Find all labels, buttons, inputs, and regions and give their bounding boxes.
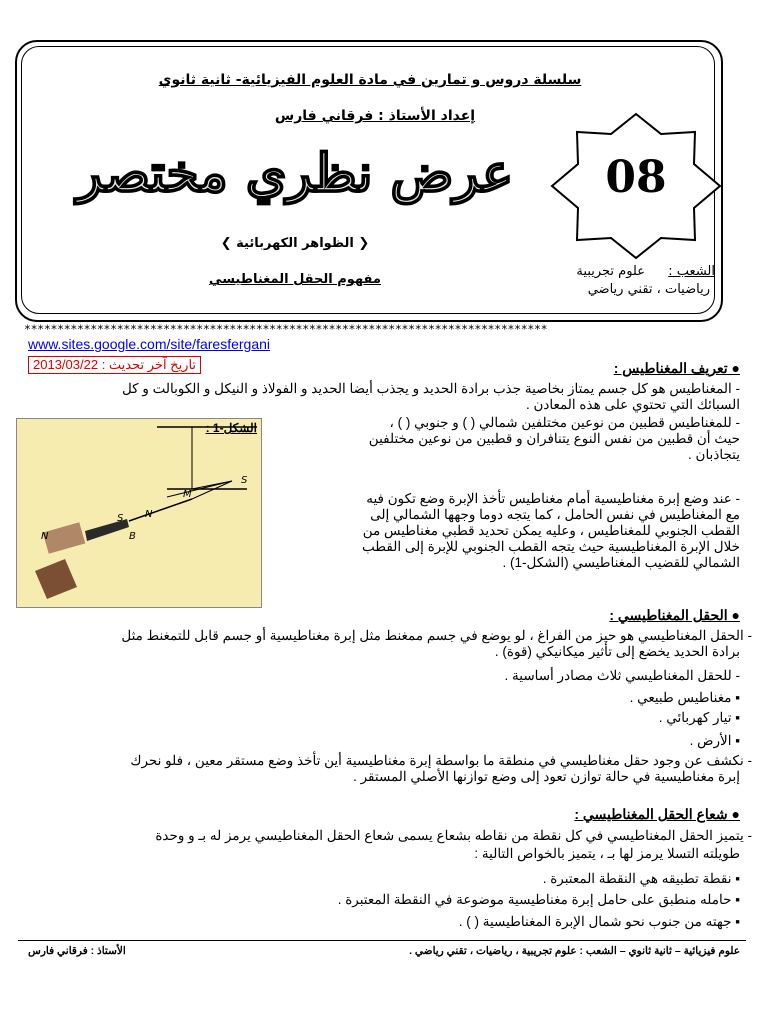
field-line-3: - للحقل المغناطيسي ثلاث مصادر أساسية . xyxy=(504,668,740,683)
stars-separator: ******************************************************************************* xyxy=(24,322,548,336)
magnet-line-1: - المغناطيس هو كل جسم يمتاز بخاصية جذب برادة الحديد و يجذب أيضا الحديد و الفولاذ و النيكل و الكوبالت و كل xyxy=(121,381,740,396)
calligraphy-title: عرض نظري مختصر xyxy=(76,143,514,204)
field-line-2: برادة الحديد يخضع إلى تأثير ميكانيكي (قوة) . xyxy=(494,644,740,659)
magnet-side-7: خلال الإبرة المغناطيسية حيث يتجه القطب الجنوبي للإبرة إلى القطب xyxy=(362,539,740,554)
last-update: تاريخ آخر تحديث : 2013/03/22 xyxy=(28,356,201,374)
stream-label: الشعب : xyxy=(668,264,715,279)
unit-ornament-left: ❯ xyxy=(220,236,237,251)
magnet-side-8: الشمالي للقضيب المغناطيسي (الشكل-1) . xyxy=(502,555,740,570)
magnet-side-2: حيث أن قطبين من نفس النوع يتنافران و قطبين من نوعين مختلفين xyxy=(368,431,740,446)
stream-1: علوم تجريبية xyxy=(576,264,645,279)
footer-right: علوم فيزيائية – ثانية ثانوي – الشعب : علوم تجريبية ، رياضيات ، تقني رياضي . xyxy=(409,945,740,957)
figure-letter-s-top: S xyxy=(241,475,248,486)
magnet-line-2: السبائك التي تحتوي على هذه المعادن . xyxy=(525,397,740,412)
unit-label: الظواهر الكهربائية xyxy=(236,236,354,251)
figure-label: الشكل-1 : xyxy=(205,421,257,435)
figure-drawing xyxy=(17,419,261,607)
site-link[interactable]: www.sites.google.com/site/faresfergani xyxy=(28,336,270,352)
field-line-5: ▪ تيار كهربائي . xyxy=(658,710,740,725)
magnet-side-6: القطب الجنوبي للمغناطيس ، وعليه يمكن تحديد قطبي مغناطيس من xyxy=(362,523,740,538)
section-field-title: ● الحقل المغناطيسي : xyxy=(609,607,740,623)
series-title: سلسلة دروس و تمارين في مادة العلوم الفيزيائية- ثانية ثانوي xyxy=(158,72,582,88)
section-vector-title: ● شعاع الحقل المغناطيسي : xyxy=(574,806,740,822)
field-line-6: ▪ الأرض . xyxy=(689,733,740,748)
figure-1 xyxy=(16,418,262,608)
vector-line-1: - يتميز الحقل المغناطيسي في كل نقطة من نقاطه بشعاع يسمى شعاع الحقل المغناطيسي يرمز له بـ و وحدة xyxy=(155,828,752,843)
field-line-4: ▪ مغناطيس طبيعي . xyxy=(629,690,740,705)
figure-letter-s-bar: S xyxy=(117,513,124,524)
badge-number: 08 xyxy=(605,152,667,203)
unit-ornament-right: ❮ xyxy=(353,236,370,251)
magnet-side-3: يتجاذبان . xyxy=(688,447,740,462)
vector-line-4: ▪ حامله منطبق على حامل إبرة مغناطيسية موضوعة في النقطة المعتبرة . xyxy=(337,892,740,907)
figure-letter-n-needle: N xyxy=(41,531,49,542)
stream-2: رياضيات ، تقني رياضي xyxy=(587,282,710,297)
section-magnet-title: ● تعريف المغناطيس : xyxy=(613,360,740,376)
magnet-side-5: مع المغناطيس في نفس الحامل ، كما يتجه دوما وجهها الشمالي إلى xyxy=(370,507,740,522)
vector-line-5: ▪ جهته من جنوب نحو شمال الإبرة المغناطيسية ( ) . xyxy=(458,914,740,929)
field-line-1: - الحقل المغناطيسي هو حيز من الفراغ ، لو يوضع في جسم ممغنط مثل إبرة مغناطيسية أو جسم قابل للتمغنط مثل xyxy=(121,628,752,643)
figure-letter-m: M xyxy=(183,489,192,500)
topic-title: مفهوم الحقل المغناطيسي xyxy=(209,272,381,287)
vector-line-2: طويلته التسلا يرمز لها بـ ، يتميز بالخواص التالية : xyxy=(474,846,740,861)
prepared-by: إعداد الأستاذ : فرقاني فارس xyxy=(274,108,476,124)
vector-line-3: ▪ نقطة تطبيقه هي النقطة المعتبرة . xyxy=(542,871,740,886)
footer-rule xyxy=(18,940,746,941)
field-line-8: إبرة مغناطيسية في حالة توازن تعود إلى وضع توازنها الأصلي المستقر . xyxy=(353,769,740,784)
field-line-7: - نكشف عن وجود حقل مغناطيسي في منطقة ما بواسطة إبرة مغناطيسية أين تأخذ وضع مستقر معين ، فلو نحرك xyxy=(130,753,752,768)
figure-letter-b: B xyxy=(129,531,136,542)
footer-left: الأستاذ : فرقاني فارس xyxy=(28,945,126,957)
figure-letter-n-mid: N xyxy=(145,509,153,520)
magnet-side-1: - للمغناطيس قطبين من نوعين مختلفين شمالي ( ) و جنوبي ( ) ، xyxy=(389,415,740,430)
unit-title xyxy=(195,236,395,251)
magnet-side-4: - عند وضع إبرة مغناطيسية أمام مغناطيس تأخذ الإبرة وضع تكون فيه xyxy=(366,491,740,506)
